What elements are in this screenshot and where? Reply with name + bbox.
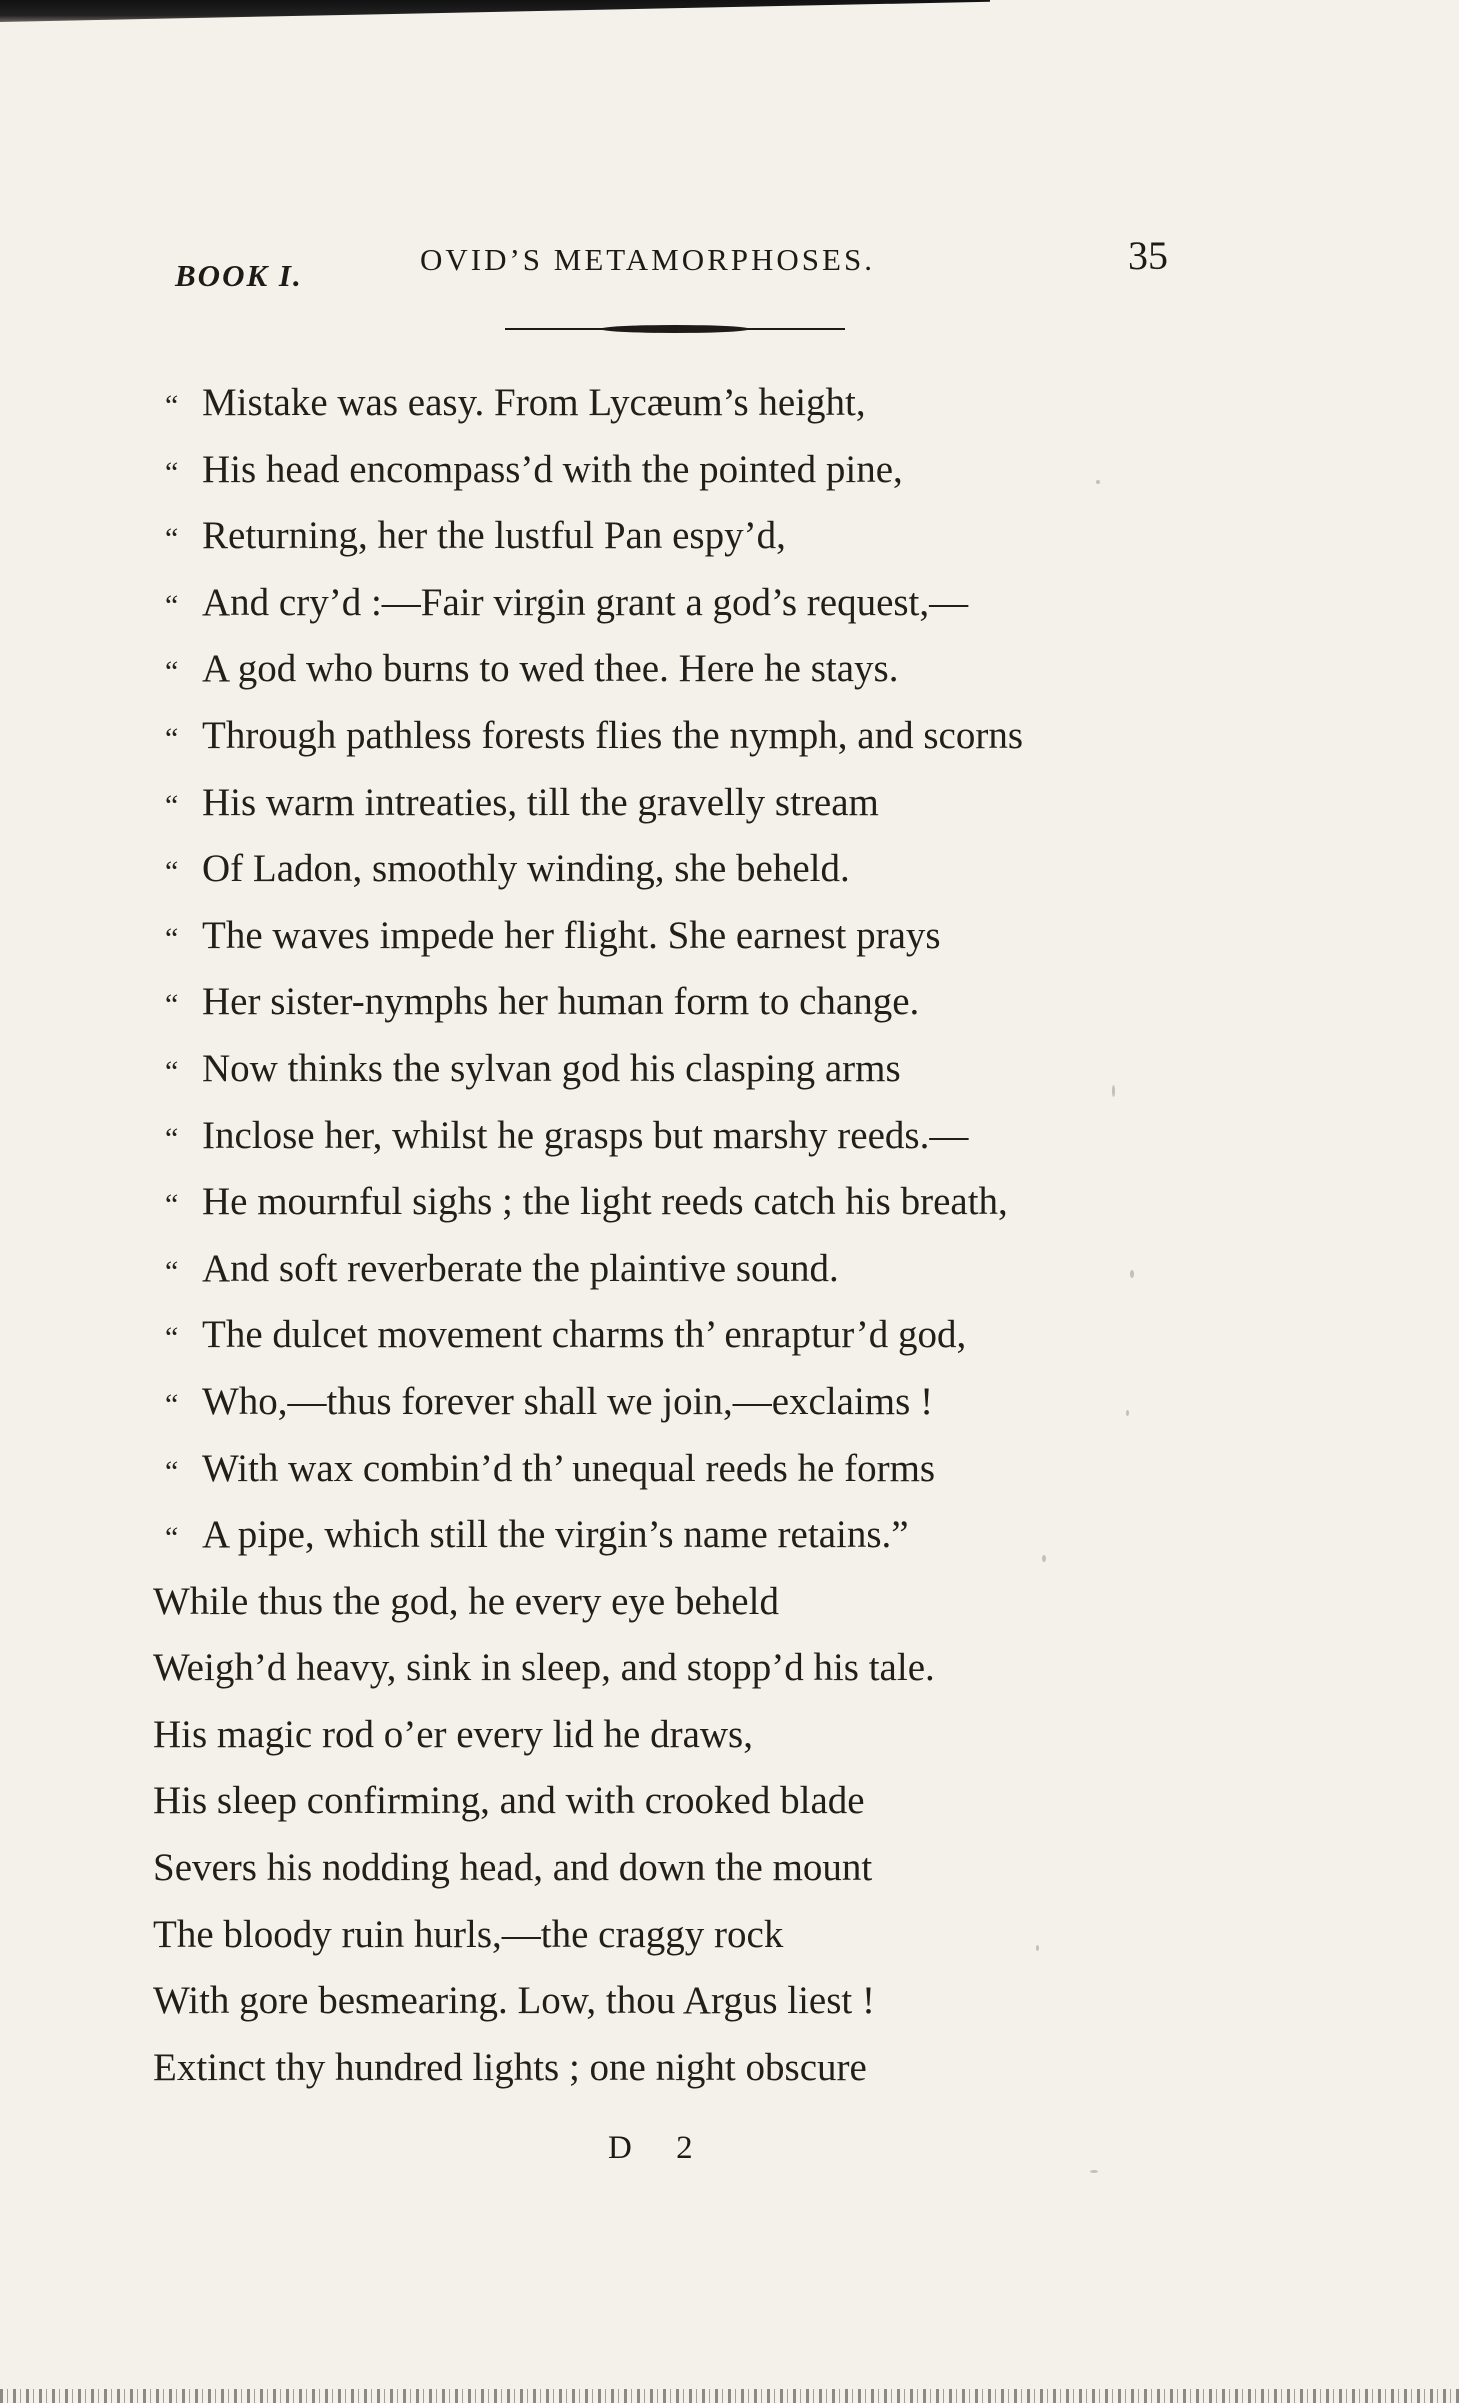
poem-line-text: With gore besmearing. Low, thou Argus liest !	[153, 1979, 875, 2023]
poem-line-text: The dulcet movement charms th’ enraptur’d god,	[202, 1313, 967, 1357]
paper-speck	[1130, 1270, 1134, 1278]
paper-speck	[1126, 1410, 1129, 1416]
poem-line-text: Who,—thus forever shall we join,—exclaims !	[202, 1379, 934, 1423]
poem-line-text: His head encompass’d with the pointed pine,	[202, 447, 903, 491]
poem-line	[150, 1169, 1170, 1236]
poem-line	[150, 1236, 1170, 1303]
poem-line	[150, 1768, 1170, 1835]
quotation-mark: “	[165, 1254, 179, 1288]
paper-speck	[1036, 1945, 1039, 1951]
quotation-mark: “	[165, 588, 179, 622]
poem-line-text: Through pathless forests flies the nymph, and scorns	[202, 713, 1024, 757]
paper-speck	[1112, 1085, 1115, 1097]
quotation-mark: “	[165, 1121, 179, 1155]
poem-line-text: While thus the god, he every eye beheld	[153, 1579, 779, 1623]
poem-line	[150, 1835, 1170, 1902]
signature-mark: D 2	[608, 2130, 711, 2166]
paper-speck	[1096, 480, 1100, 484]
scan-edge-shadow-bottom	[0, 2389, 1459, 2403]
poem-line	[150, 969, 1170, 1036]
poem-line	[150, 503, 1170, 570]
poem-line-text: Now thinks the sylvan god his clasping arms	[202, 1046, 901, 1090]
quotation-mark: “	[165, 1188, 179, 1222]
poem-line	[150, 1702, 1170, 1769]
poem-line	[150, 1902, 1170, 1969]
poem-line-text: Inclose her, whilst he grasps but marshy reeds.—	[202, 1113, 969, 1157]
quotation-mark: “	[165, 655, 179, 689]
poem-line-text: With wax combin’d th’ unequal reeds he forms	[202, 1446, 936, 1490]
poem-line	[150, 1036, 1170, 1103]
quotation-mark: “	[165, 1321, 179, 1355]
poem-line	[150, 437, 1170, 504]
quotation-mark: “	[165, 721, 179, 755]
poem-line	[150, 1502, 1170, 1569]
poem-line	[150, 370, 1170, 437]
poem-line-text: His warm intreaties, till the gravelly stream	[202, 780, 879, 824]
poem-line-text: His sleep confirming, and with crooked blade	[153, 1779, 865, 1823]
book-label: BOOK I.	[175, 258, 303, 293]
quotation-mark: “	[165, 455, 179, 489]
quotation-mark: “	[165, 855, 179, 889]
poem-line-text: Weigh’d heavy, sink in sleep, and stopp’d his tale.	[153, 1646, 935, 1690]
page-number: 35	[1128, 233, 1168, 278]
poem-line-text: Severs his nodding head, and down the mount	[153, 1846, 873, 1890]
poem-line	[150, 836, 1170, 903]
poem-line-text: Returning, her the lustful Pan espy’d,	[202, 514, 786, 558]
poem-line	[150, 1302, 1170, 1369]
poem-line	[150, 903, 1170, 970]
quotation-mark: “	[165, 1054, 179, 1088]
poem-line	[150, 1635, 1170, 1702]
poem-line-text: A pipe, which still the virgin’s name retains.”	[202, 1513, 909, 1557]
poem-line	[150, 703, 1170, 770]
rule-swell	[600, 325, 750, 333]
poem-line	[150, 1103, 1170, 1170]
paper-speck	[1042, 1555, 1046, 1562]
poem-line	[150, 2035, 1170, 2102]
poem-line-text: A god who burns to wed thee. Here he stays.	[202, 647, 899, 691]
quotation-mark: “	[165, 788, 179, 822]
quotation-mark: “	[165, 1387, 179, 1421]
quotation-mark: “	[165, 1521, 179, 1555]
poem-line	[150, 636, 1170, 703]
poem-text	[150, 370, 1170, 2101]
quotation-mark: “	[165, 921, 179, 955]
quotation-mark: “	[165, 988, 179, 1022]
ornamental-rule	[505, 325, 845, 333]
poem-line	[150, 1968, 1170, 2035]
poem-line-text: Mistake was easy. From Lycæum’s height,	[202, 381, 866, 424]
quotation-mark: “	[165, 522, 179, 556]
poem-line	[150, 1436, 1170, 1503]
poem-line-text: Of Ladon, smoothly winding, she beheld.	[202, 847, 850, 891]
quotation-mark: “	[165, 1454, 179, 1488]
poem-line-text: The bloody ruin hurls,—the craggy rock	[153, 1912, 784, 1956]
poem-line-text: Her sister-nymphs her human form to change.	[202, 980, 920, 1024]
poem-line-text: And cry’d :—Fair virgin grant a god’s request,—	[202, 580, 969, 624]
running-header	[0, 0, 1459, 340]
poem-line	[150, 570, 1170, 637]
poem-line	[150, 770, 1170, 837]
poem-line-text: The waves impede her flight. She earnest prays	[202, 913, 941, 957]
poem-line-text: Extinct thy hundred lights ; one night obscure	[153, 2045, 867, 2089]
running-title: OVID’S METAMORPHOSES.	[420, 242, 875, 277]
poem-line-text: He mournful sighs ; the light reeds catch his breath,	[202, 1180, 1008, 1224]
poem-line	[150, 1569, 1170, 1636]
poem-line	[150, 1369, 1170, 1436]
poem-line-text: His magic rod o’er every lid he draws,	[153, 1712, 753, 1756]
quotation-mark: “	[165, 389, 179, 422]
poem-line-text: And soft reverberate the plaintive sound.	[202, 1246, 839, 1290]
paper-speck	[1090, 2170, 1098, 2173]
